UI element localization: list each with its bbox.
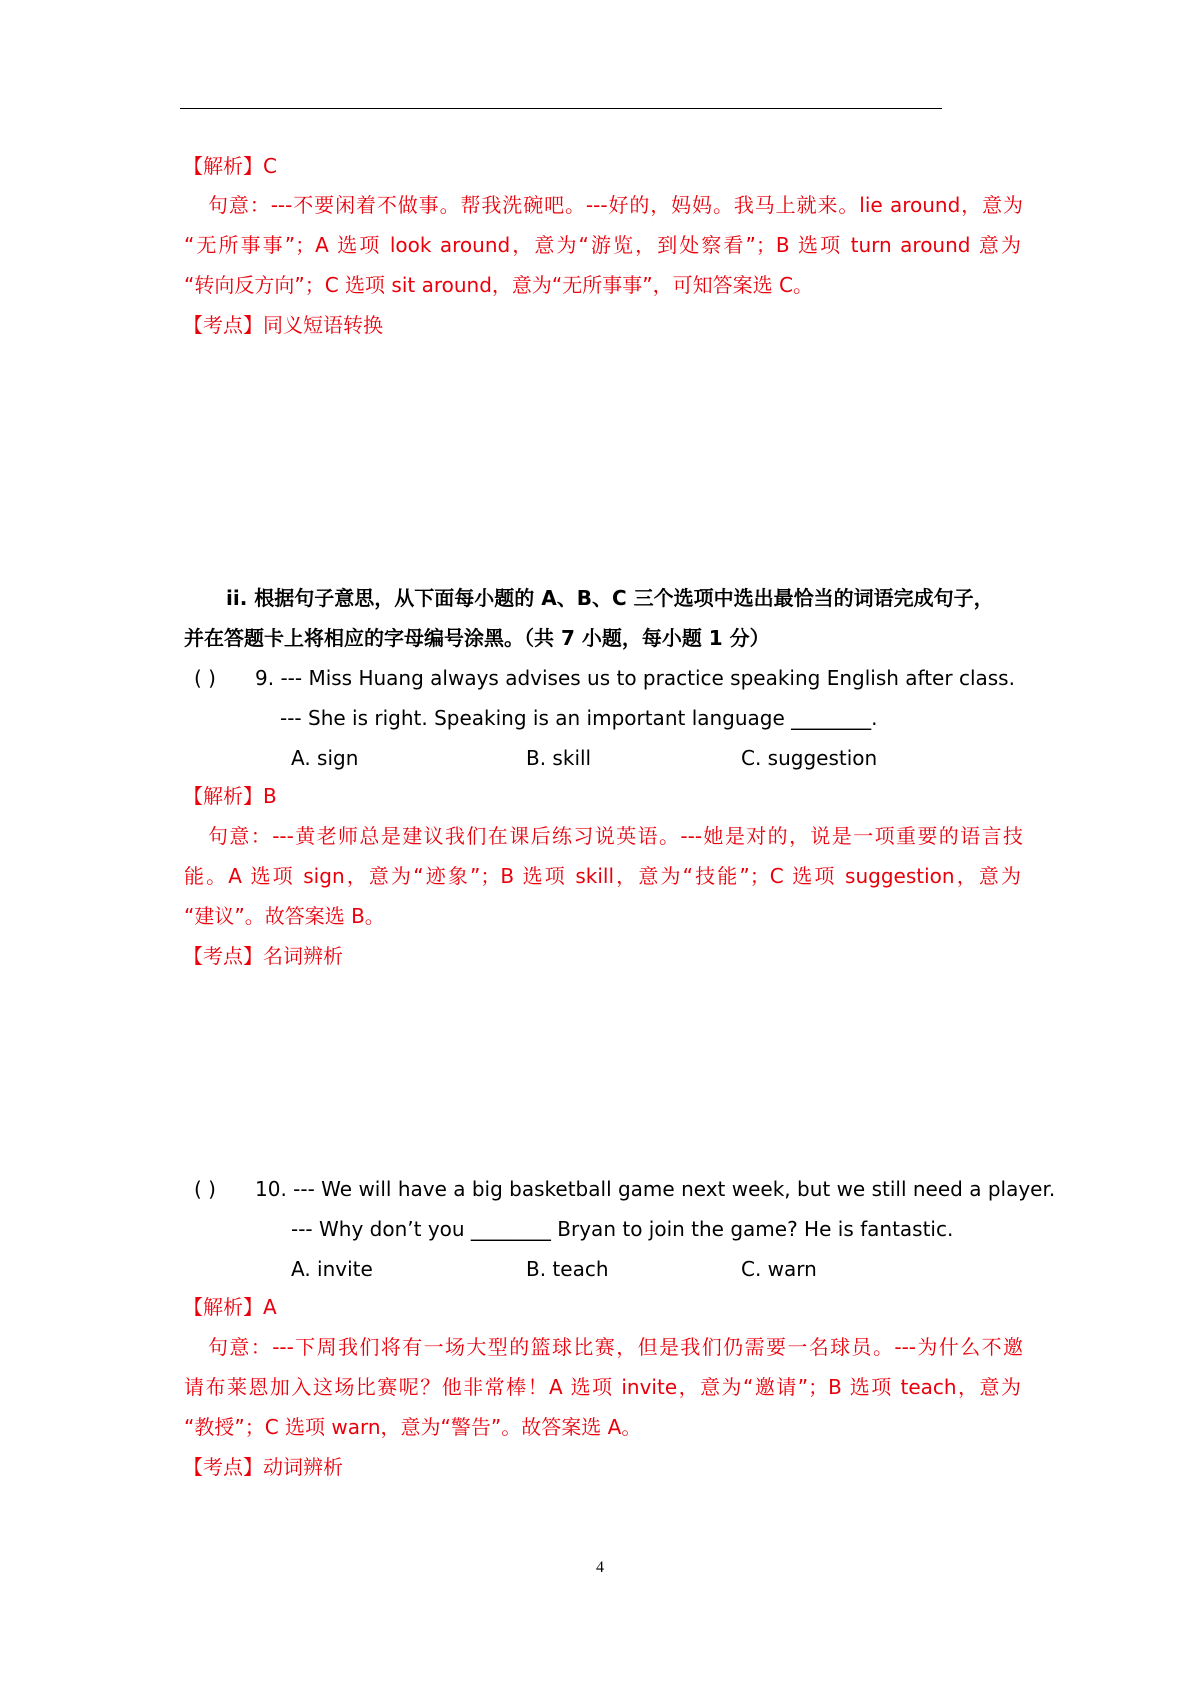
q8-answer: C	[263, 154, 277, 178]
q10-response: --- Why don’t you ________ Bryan to join the game? He is fantastic.	[291, 1217, 954, 1241]
q10-explanation-line-1: 句意：---下周我们将有一场大型的篮球比赛，但是我们仍需要一名球员。---为什么不邀	[208, 1335, 1023, 1359]
q10-option-a: A. invite	[291, 1257, 373, 1281]
q8-point-line	[183, 311, 383, 339]
point-label: 【考点】	[183, 313, 263, 337]
q8-explanation-line-3: “转向反方向”；C 选项 sit around，意为“无所事事”，可知答案选 C。	[184, 273, 813, 297]
header-rule	[180, 108, 942, 109]
q9-response: --- She is right. Speaking is an important language ________.	[280, 706, 878, 730]
q9-answer-bracket: ( )	[194, 666, 216, 690]
q9-explanation-line-2: 能。A 选项 sign，意为“迹象”；B 选项 skill，意为“技能”；C 选项 suggestion，意为	[184, 864, 1021, 888]
q10-explanation-line-2: 请布莱恩加入这场比赛呢？他非常棒！A 选项 invite，意为“邀请”；B 选项 teach，意为	[184, 1375, 1021, 1399]
q9-point-line	[183, 942, 343, 970]
point-label: 【考点】	[183, 944, 263, 968]
q10-answer-bracket: ( )	[194, 1177, 216, 1201]
section-ii-instruction-line-2: 并在答题卡上将相应的字母编号涂黑。（共 7 小题，每小题 1 分）	[184, 626, 770, 650]
q9-answer-line	[183, 782, 277, 810]
q9-explanation-line-1: 句意：---黄老师总是建议我们在课后练习说英语。---她是对的，说是一项重要的语言技	[208, 824, 1023, 848]
answer-label: 【解析】	[183, 784, 263, 808]
q10-option-c: C. warn	[741, 1257, 817, 1281]
q10-answer: A	[263, 1295, 277, 1319]
q10-point-line	[183, 1453, 343, 1481]
section-ii-instruction-line-1: ii. 根据句子意思，从下面每小题的 A、B、C 三个选项中选出最恰当的词语完成句子，	[226, 586, 994, 610]
q8-explanation-line-1: 句意：---不要闲着不做事。帮我洗碗吧。---好的，妈妈。我马上就来。lie around，意为	[208, 193, 1023, 217]
q9-option-a: A. sign	[291, 746, 359, 770]
q10-explanation-line-3: “教授”；C 选项 warn，意为“警告”。故答案选 A。	[184, 1415, 642, 1439]
q8-point: 同义短语转换	[263, 313, 383, 337]
page-number: 4	[596, 1559, 604, 1576]
q8-explanation-line-2: “无所事事”；A 选项 look around，意为“游览，到处察看”；B 选项 turn around 意为	[184, 233, 1021, 257]
q9-explanation-line-3: “建议”。故答案选 B。	[184, 904, 385, 928]
q9-answer: B	[263, 784, 277, 808]
q10-stem: 10. --- We will have a big basketball game next week, but we still need a player.	[255, 1177, 1056, 1201]
answer-label: 【解析】	[183, 154, 263, 178]
q9-stem: 9. --- Miss Huang always advises us to practice speaking English after class.	[255, 666, 1015, 690]
q9-option-c: C. suggestion	[741, 746, 878, 770]
point-label: 【考点】	[183, 1455, 263, 1479]
q10-point: 动词辨析	[263, 1455, 343, 1479]
q9-point: 名词辨析	[263, 944, 343, 968]
answer-label: 【解析】	[183, 1295, 263, 1319]
q10-answer-line	[183, 1293, 277, 1321]
q10-option-b: B. teach	[526, 1257, 609, 1281]
q8-answer-line	[183, 152, 277, 180]
q9-option-b: B. skill	[526, 746, 592, 770]
